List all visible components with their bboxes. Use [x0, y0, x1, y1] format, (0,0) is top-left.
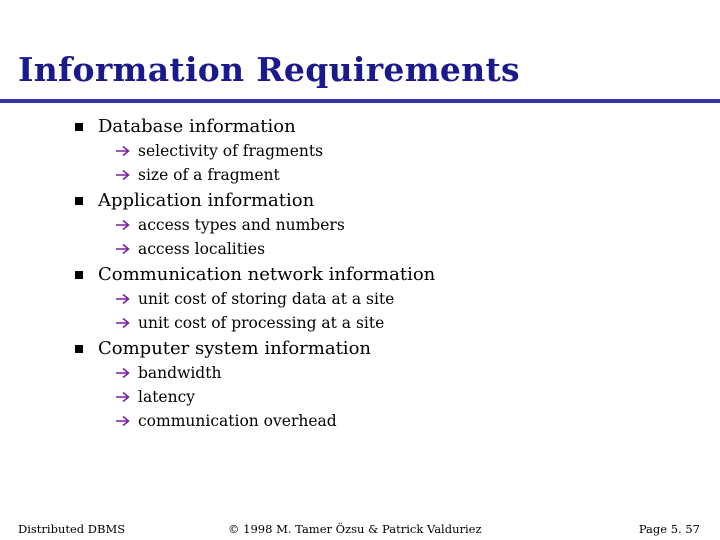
sub-item-label: access localities [138, 240, 266, 258]
sub-item [115, 362, 221, 384]
sub-item [115, 312, 384, 334]
title-divider [0, 99, 720, 103]
sub-item [115, 164, 280, 186]
sub-item-label: selectivity of fragments [138, 142, 324, 160]
sub-item [115, 386, 195, 408]
arrow-right-icon [115, 391, 131, 403]
arrow-right-icon [115, 293, 131, 305]
sub-item-label: unit cost of storing data at a site [138, 290, 395, 308]
section-application [75, 187, 314, 213]
section-heading: Computer system information [98, 337, 371, 359]
arrow-right-icon [115, 145, 131, 157]
section-computer-system [75, 335, 371, 361]
section-communication [75, 261, 435, 287]
sub-item [115, 288, 394, 310]
sub-item-label: bandwidth [138, 364, 222, 382]
section-heading: Database information [98, 115, 296, 137]
section-heading: Communication network information [98, 263, 436, 285]
square-bullet-icon [75, 345, 83, 353]
section-database [75, 113, 296, 139]
footer-page-number: Page 5. 57 [638, 522, 700, 536]
arrow-right-icon [115, 415, 131, 427]
sub-item [115, 214, 345, 236]
square-bullet-icon [75, 197, 83, 205]
slide-title: Information Requirements [18, 50, 520, 89]
section-heading: Application information [98, 189, 315, 211]
arrow-right-icon [115, 169, 131, 181]
arrow-right-icon [115, 243, 131, 255]
footer-course: Distributed DBMS [18, 522, 126, 536]
sub-item [115, 410, 337, 432]
arrow-right-icon [115, 317, 131, 329]
footer-copyright: © 1998 M. Tamer Özsu & Patrick Valduriez [228, 522, 482, 536]
sub-item-label: unit cost of processing at a site [138, 314, 385, 332]
square-bullet-icon [75, 123, 83, 131]
square-bullet-icon [75, 271, 83, 279]
sub-item-label: size of a fragment [138, 166, 280, 184]
arrow-right-icon [115, 367, 131, 379]
arrow-right-icon [115, 219, 131, 231]
sub-item-label: latency [138, 388, 196, 406]
sub-item-label: communication overhead [138, 412, 337, 430]
sub-item [115, 238, 265, 260]
sub-item-label: access types and numbers [138, 216, 345, 234]
sub-item [115, 140, 323, 162]
